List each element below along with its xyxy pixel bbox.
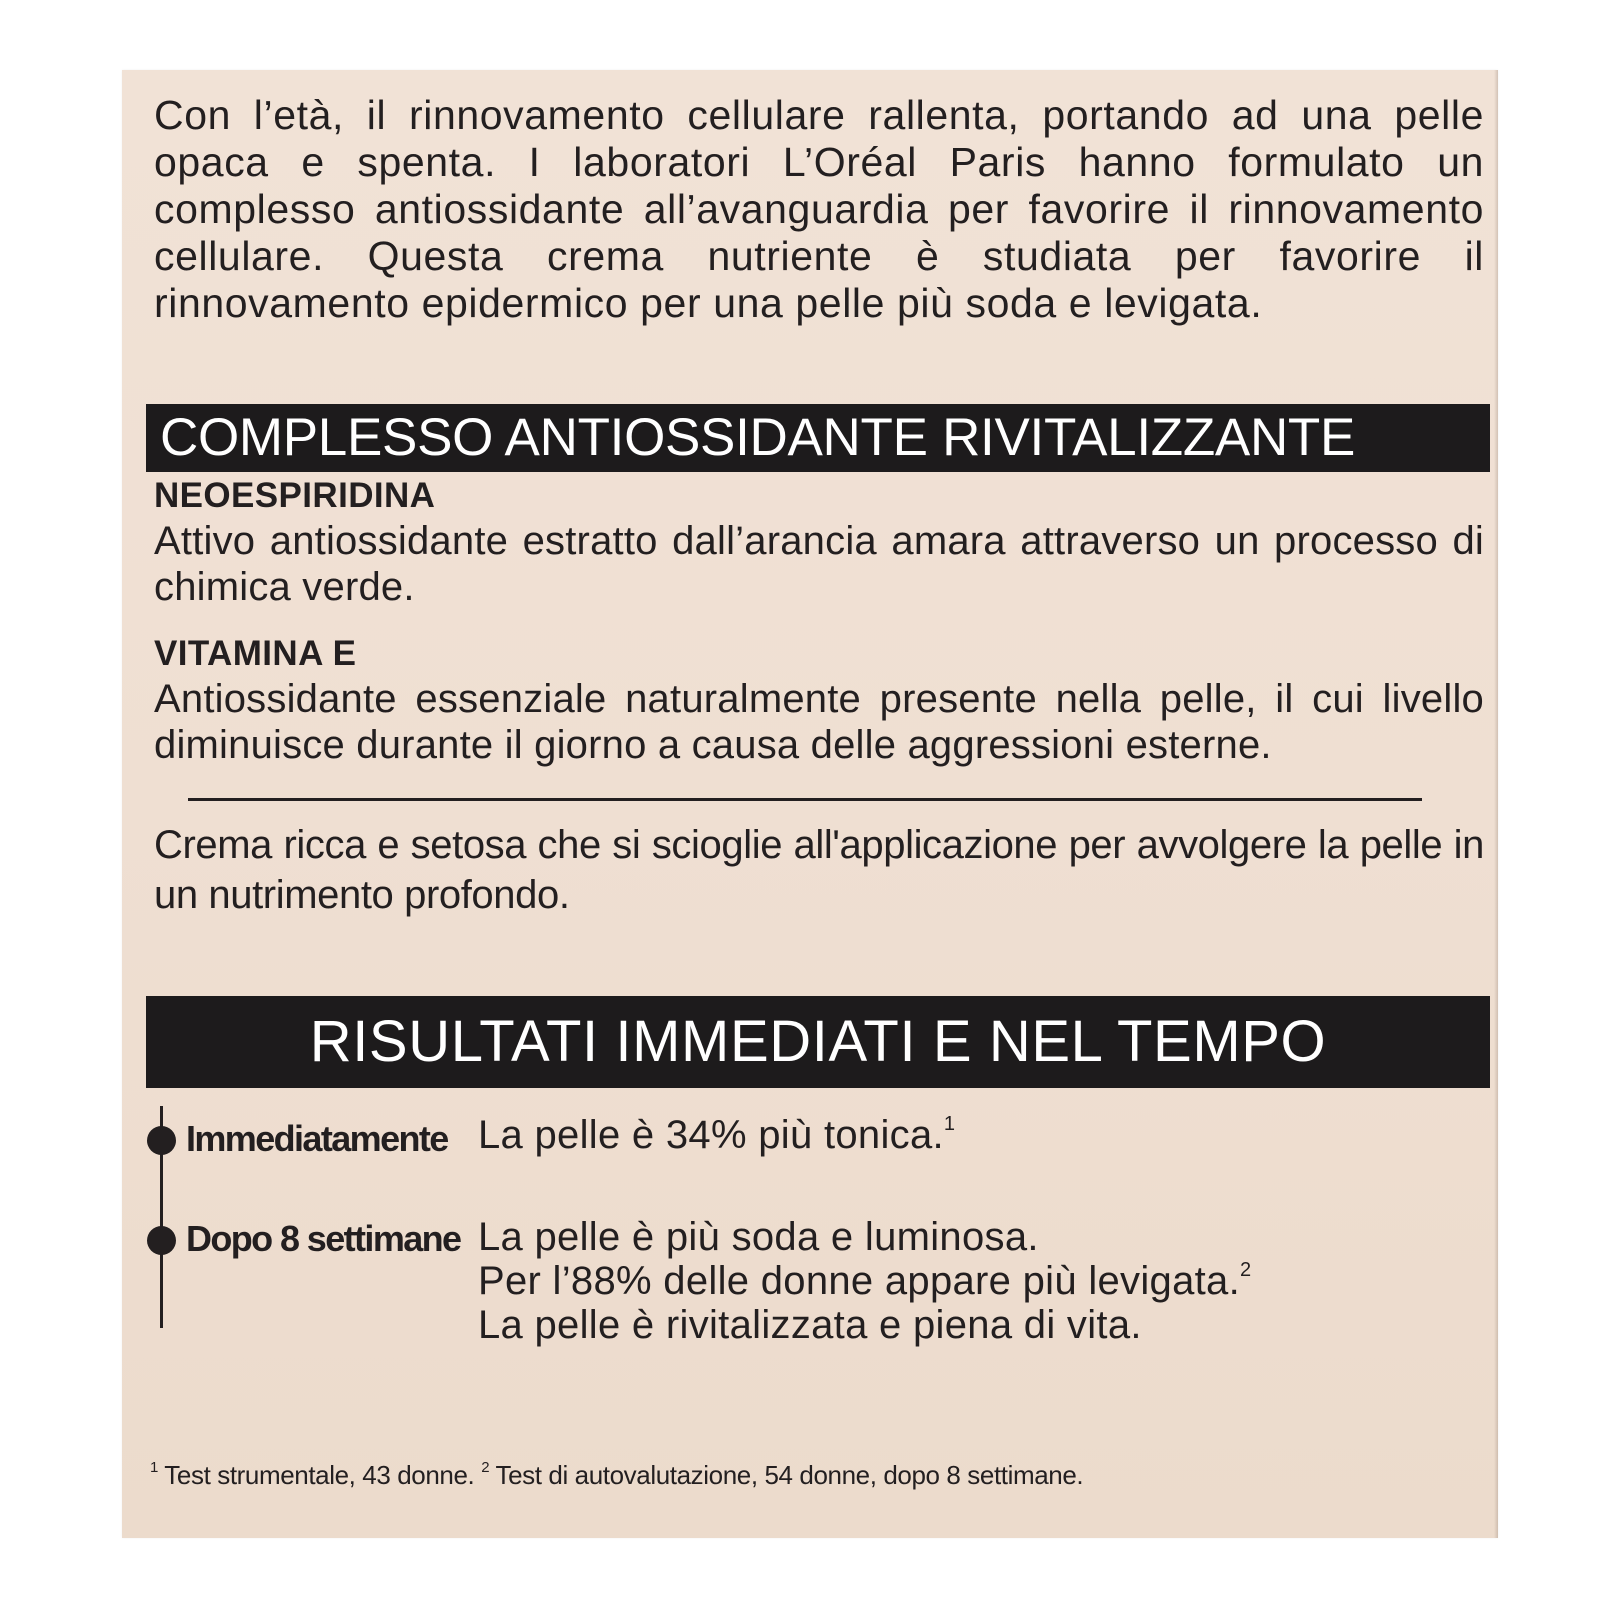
- timeline-dot: [147, 1226, 176, 1255]
- texture-paragraph: Crema ricca e setosa che si scioglie all'applicazione per avvolgere la pelle in un nutrimento profondo.: [154, 823, 1484, 917]
- timeline-dot: [147, 1126, 176, 1155]
- footnote-text: Test strumentale, 43 donne.: [157, 1460, 482, 1490]
- complex-heading-banner: COMPLESSO ANTIOSSIDANTE RIVITALIZZANTE: [146, 404, 1490, 472]
- result-label: Immediatamente: [186, 1118, 448, 1159]
- ingredient-name: NEOESPIRIDINA: [154, 476, 436, 515]
- ingredient-description: Antiossidante essenziale naturalmente presente nella pelle, il cui livello diminuisce durante il giorno a causa delle aggressioni esterne.: [154, 677, 1484, 767]
- footnote-marker: 1: [943, 1113, 956, 1135]
- result-line: La pelle è rivitalizzata e piena di vita.: [478, 1303, 1142, 1347]
- results-heading-banner: RISULTATI IMMEDIATI E NEL TEMPO: [146, 996, 1490, 1088]
- result-line: Per l’88% delle donne appare più levigata.$^2$: [478, 1259, 1252, 1303]
- ingredient-name: VITAMINA E: [154, 634, 357, 673]
- result-line: La pelle è più soda e luminosa.: [478, 1215, 1039, 1259]
- ingredient-description: Attivo antiossidante estratto dall’arancia amara attraverso un processo di chimica verde.: [154, 519, 1484, 609]
- footnotes: [150, 1460, 1083, 1491]
- result-label: Dopo 8 settimane: [186, 1218, 461, 1259]
- package-panel: [122, 70, 1498, 1538]
- section-divider: [188, 798, 1422, 801]
- footnote-mark: 1: [150, 1459, 158, 1476]
- intro-paragraph: Con l’età, il rinnovamento cellulare rallenta, portando ad una pelle opaca e spenta. I laboratori L’Oréal Paris hanno formulato un complesso antiossidante all’avanguardia per favorire il rinnovamento cellulare. Questa crema nutriente è studiata per favorire il rinnovamento epidermico per una pelle più soda e levigata.: [154, 92, 1484, 326]
- result-line: La pelle è 34% più tonica.$^1$: [478, 1113, 956, 1157]
- footnote-mark: 2: [481, 1459, 490, 1476]
- footnote-text: Test di autovalutazione, 54 donne, dopo 8 settimane.: [489, 1460, 1084, 1490]
- footnote-marker: 2: [1240, 1259, 1252, 1281]
